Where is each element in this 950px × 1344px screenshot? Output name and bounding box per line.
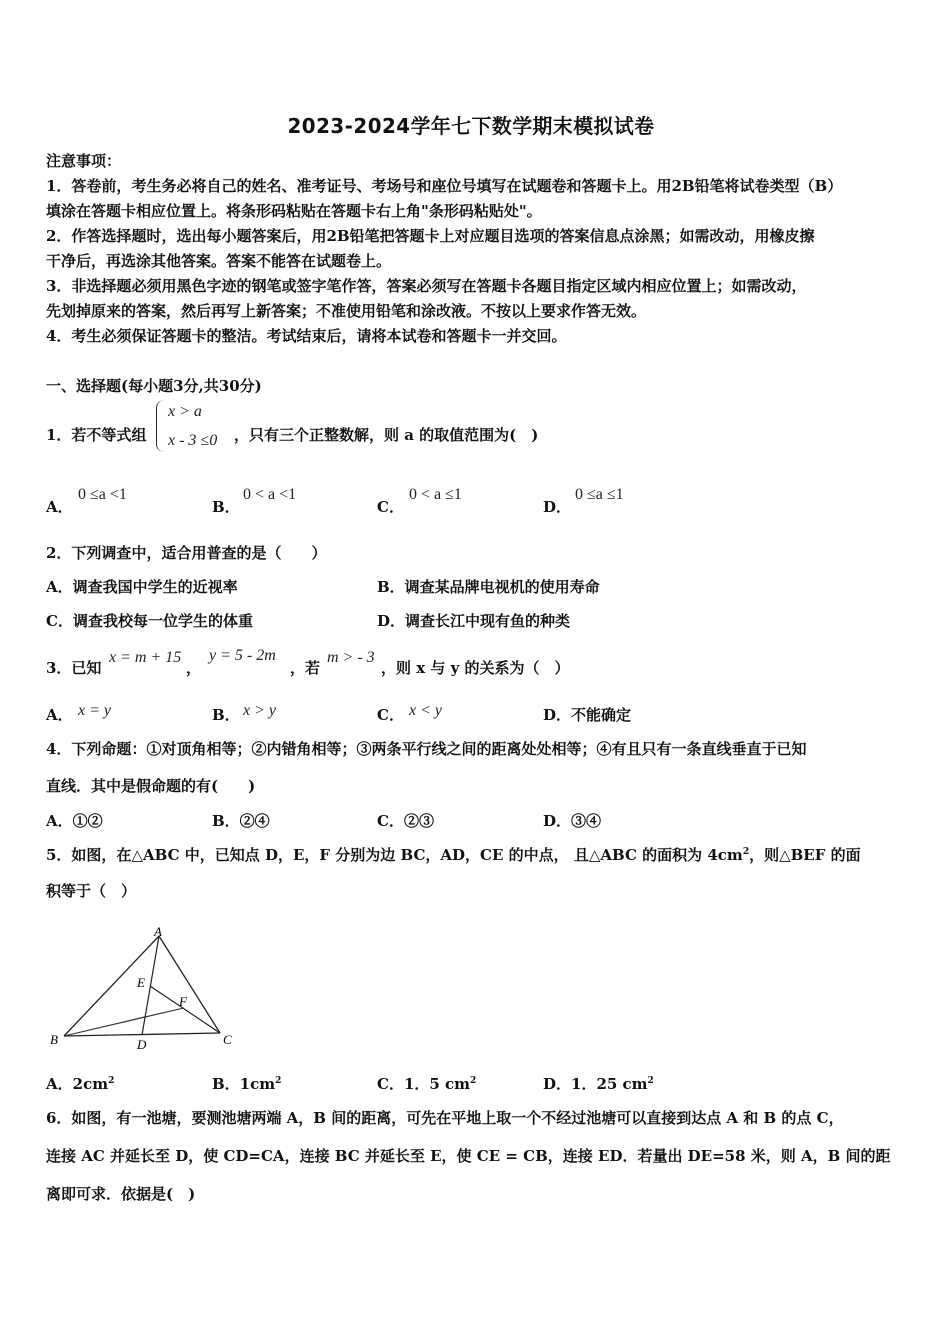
q4-line-1: 4．下列命题：①对顶角相等；②内错角相等；③两条平行线之间的距离处处相等；④有且只有一条直线垂直于已知 [46, 740, 807, 758]
q5-option-d [543, 1077, 654, 1092]
notice-line: 4．考生必须保证答题卡的整洁。考试结束后，请将本试卷和答题卡一并交回。 [46, 327, 567, 345]
q3-option-b-label: B． [212, 706, 240, 724]
q2-stem: 2．下列调查中，适合用普查的是（ ） [46, 544, 327, 562]
label-d: D [137, 1037, 147, 1052]
notice-line: 先划掉原来的答案，然后再写上新答案；不准使用铅笔和涂改液。不按以上要求作答无效。 [46, 302, 647, 320]
q3-equation-x: x = m + 15 [109, 649, 182, 666]
q5-line-1-text: 5．如图，在△ABC 中，已知点 D，E，F 分别为边 BC，AD，CE 的中点， 且△ABC 的面积为 4cm [46, 846, 743, 864]
q1-option-c-value: 0 < a ≤1 [409, 486, 462, 503]
q5-triangle-figure [44, 922, 244, 1054]
q5-superscript: 2 [742, 847, 750, 857]
notice-line: 3．非选择题必须用黑色字迹的钢笔或签字笔作答，答案必须写在答题卡各题目指定区域内相应位置上；如需改动， [46, 277, 807, 295]
q2-option-c: C．调查我校每一位学生的体重 [46, 612, 253, 630]
q4-line-2: 直线．其中是假命题的有( ) [46, 777, 256, 795]
label-a: A [154, 924, 162, 939]
label-b: B [50, 1032, 58, 1047]
q4-option-c: C．②③ [377, 812, 434, 830]
label-f: F [179, 994, 187, 1009]
q5-option-a [46, 1077, 114, 1092]
q3-condition: m > - 3 [327, 649, 375, 666]
q2-option-b: B．调查某品牌电视机的使用寿命 [377, 578, 600, 596]
q3-comma: ， [186, 659, 202, 677]
brace-icon [156, 400, 165, 452]
q5-option-b [212, 1077, 281, 1092]
q3-prefix: 3．已知 [46, 659, 102, 677]
label-c: C [223, 1032, 232, 1047]
q5-line-1-tail: ，则△BEF 的面 [749, 846, 861, 864]
notice-heading: 注意事项： [46, 152, 122, 170]
q1-option-d-value: 0 ≤a ≤1 [575, 486, 624, 503]
q2-option-d: D．调查长江中现有鱼的种类 [377, 612, 571, 630]
q4-option-b: B．②④ [212, 812, 270, 830]
notice-line: 干净后，再选涂其他答案。答案不能答在试题卷上。 [46, 252, 392, 270]
q5-option-c-sup: 2 [470, 1076, 477, 1086]
q3-option-a-value: x = y [78, 702, 111, 719]
q3-option-c-value: x < y [409, 702, 442, 719]
q5-option-c-text: C．1．5 cm [377, 1075, 471, 1093]
q3-suffix: ，则 x 与 y 的关系为（ ） [381, 659, 570, 677]
q5-line-2: 积等于（ ） [46, 882, 137, 900]
section-heading: 一、选择题(每小题3分,共30分) [46, 377, 262, 395]
q3-option-b-value: x > y [243, 702, 276, 719]
q6-line-1: 6．如图，有一池塘，要测池塘两端 A，B 间的距离，可先在平地上取一个不经过池塘可以直接到达点 A 和 B 的点 C， [46, 1109, 844, 1127]
q1-option-d-label: D． [543, 498, 572, 516]
q6-line-3: 离即可求．依据是( ) [46, 1185, 196, 1203]
q2-option-a: A．调查我国中学生的近视率 [46, 578, 238, 596]
page-title: 2023-2024学年七下数学期末模拟试卷 [287, 114, 655, 138]
q4-option-a: A．①② [46, 812, 103, 830]
label-e: E [137, 975, 145, 990]
q3-equation-y: y = 5 - 2m [209, 647, 276, 664]
q1-option-a-value: 0 ≤a <1 [78, 486, 127, 503]
q5-option-d-sup: 2 [647, 1076, 654, 1086]
q1-suffix: ，只有三个正整数解，则 a 的取值范围为( ) [234, 426, 539, 444]
q3-option-c-label: C． [377, 706, 404, 724]
q1-inequality-2: x - 3 ≤0 [168, 432, 218, 449]
q1-option-c-label: C． [377, 498, 404, 516]
q3-option-d-value: 不能确定 [571, 706, 632, 724]
q1-inequality-1: x > a [168, 403, 202, 420]
q1-option-a-label: A． [46, 498, 73, 516]
q5-option-a-text: A．2cm [46, 1075, 109, 1093]
q3-option-d-label: D． [543, 706, 572, 724]
notice-line: 1．答卷前，考生务必将自己的姓名、准考证号、考场号和座位号填写在试题卷和答题卡上。用2B铅笔将试卷类型（B） [46, 177, 843, 195]
q1-option-b-label: B． [212, 498, 240, 516]
q5-option-b-sup: 2 [275, 1076, 282, 1086]
notice-line: 2．作答选择题时，选出每小题答案后，用2B铅笔把答题卡上对应题目选项的答案信息点涂黑；如需改动，用橡皮擦 [46, 227, 815, 245]
q5-option-a-sup: 2 [108, 1076, 115, 1086]
q5-option-d-text: D．1．25 cm [543, 1075, 648, 1093]
q3-mid: ，若 [290, 659, 321, 677]
q4-option-d: D．③④ [543, 812, 602, 830]
q1-prefix: 1．若不等式组 [46, 426, 147, 444]
q5-line-1 [46, 848, 861, 863]
shaded-triangle-bef [64, 1008, 184, 1036]
notice-line: 填涂在答题卡相应位置上。将条形码粘贴在答题卡右上角"条形码粘贴处"。 [46, 202, 542, 220]
segment-ac [159, 936, 220, 1033]
q6-line-2: 连接 AC 并延长至 D，使 CD=CA，连接 BC 并延长至 E，使 CE = CB，连接 ED．若量出 DE=58 米，则 A，B 间的距 [46, 1147, 891, 1165]
q5-option-b-text: B．1cm [212, 1075, 276, 1093]
q3-option-a-label: A． [46, 706, 73, 724]
q1-option-b-value: 0 < a <1 [243, 486, 297, 503]
q5-option-c [377, 1077, 476, 1092]
